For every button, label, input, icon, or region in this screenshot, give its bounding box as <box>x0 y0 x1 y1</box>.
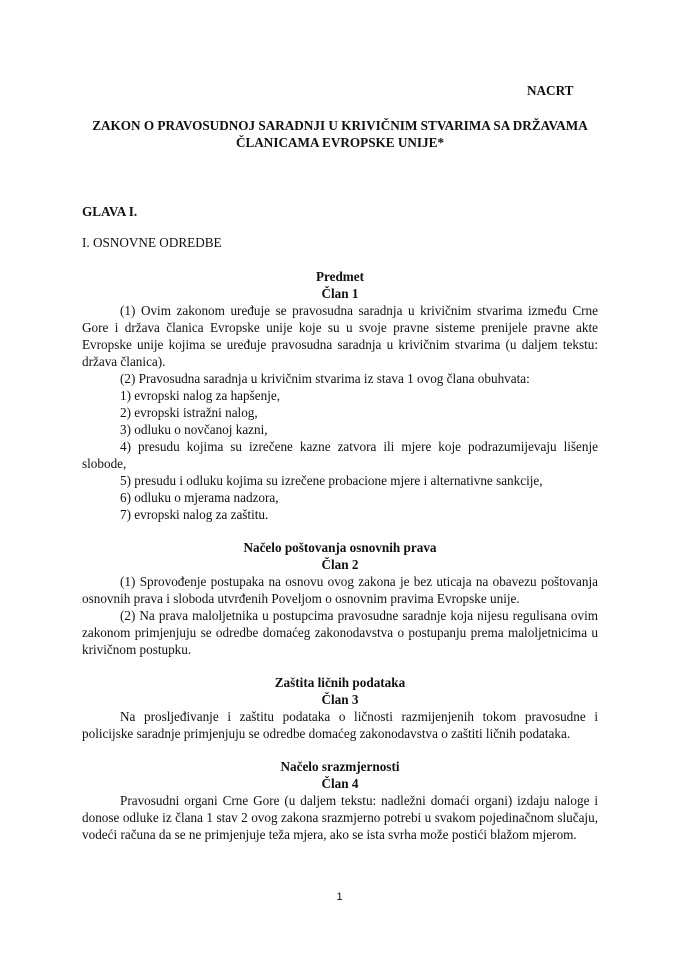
paragraph: (2) Na prava maloljetnika u postupcima pravosudne saradnje koja nijesu regulisana ovim zakonom primjenjuju se odredbe domaćeg zakonodavstva o postupanju prema maloljetnicima u krivičnom postupku. <box>82 608 598 657</box>
chapter-title: I. OSNOVNE ODREDBE <box>82 235 222 250</box>
article-1 <box>82 268 598 523</box>
article-heading: Načelo poštovanja osnovnih prava <box>243 540 437 555</box>
list-item: 3) odluku o novčanoj kazni, <box>120 422 268 437</box>
page-number: 1 <box>336 891 343 903</box>
list-item: 5) presudu i odluku kojima su izrečene probacione mjere i alternativne sankcije, <box>120 473 543 488</box>
article-4 <box>82 758 598 843</box>
list-item: 2) evropski istražni nalog, <box>120 405 258 420</box>
paragraph: (1) Sprovođenje postupaka na osnovu ovog zakona je bez uticaja na obavezu poštovanja osnovnih prava i sloboda utvrđenih Poveljom o osnovnim pravima Evropske unije. <box>82 574 598 606</box>
article-number: Član 4 <box>321 776 359 791</box>
article-heading: Načelo srazmjernosti <box>280 759 400 774</box>
draft-label: NACRT <box>527 83 574 98</box>
law-title-line: ČLANICAMA EVROPSKE UNIJE* <box>235 135 445 150</box>
paragraph: Na prosljeđivanje i zaštitu podataka o ličnosti razmijenjenih tokom pravosudne i policijske saradnje primjenjuju se odredbe domaćeg zakonodavstva o zaštiti ličnih podataka. <box>82 709 598 741</box>
document-body <box>82 268 598 843</box>
article-heading: Predmet <box>315 269 365 284</box>
paragraph: (2) Pravosudna saradnja u krivičnim stvarima iz stava 1 ovog člana obuhvata: <box>120 371 530 386</box>
paragraph: Pravosudni organi Crne Gore (u daljem tekstu: nadležni domaći organi) izdaju naloge i donose odluke iz člana 1 stav 2 ovog zakona srazmjerno potrebi u svakom pojedinačnom slučaju, vodeći računa da se ne primjenjuje teža mjera, ako se ista svrha može postići blažom mjerom. <box>82 793 598 842</box>
article-3 <box>82 674 598 742</box>
chapter-heading: GLAVA I. <box>82 204 138 219</box>
article-heading: Zaštita ličnih podataka <box>274 675 406 690</box>
list-item: 6) odluku o mjerama nadzora, <box>120 490 279 505</box>
list-item: 4) presudu kojima su izrečene kazne zatvora ili mjere koje podrazumijevaju lišenje slobode, <box>82 439 598 471</box>
law-title-line: ZAKON O PRAVOSUDNOJ SARADNJI U KRIVIČNIM STVARIMA SA DRŽAVAMA <box>92 118 588 133</box>
paragraph: (1) Ovim zakonom uređuje se pravosudna saradnja u krivičnim stvarima između Crne Gore i država članica Evropske unije koje su u svoje pravne sisteme prenijele pravne akte Evropske unije kojima se uređuje pravosudna saradnja u krivičnim stvarima (u daljem tekstu: država članica). <box>82 303 598 369</box>
list-item: 7) evropski nalog za zaštitu. <box>120 507 269 522</box>
list-item: 1) evropski nalog za hapšenje, <box>120 388 281 403</box>
law-title <box>60 117 620 151</box>
article-number: Član 3 <box>321 692 359 707</box>
article-number: Član 2 <box>321 557 359 572</box>
article-number: Član 1 <box>321 286 359 301</box>
article-2 <box>82 539 598 658</box>
